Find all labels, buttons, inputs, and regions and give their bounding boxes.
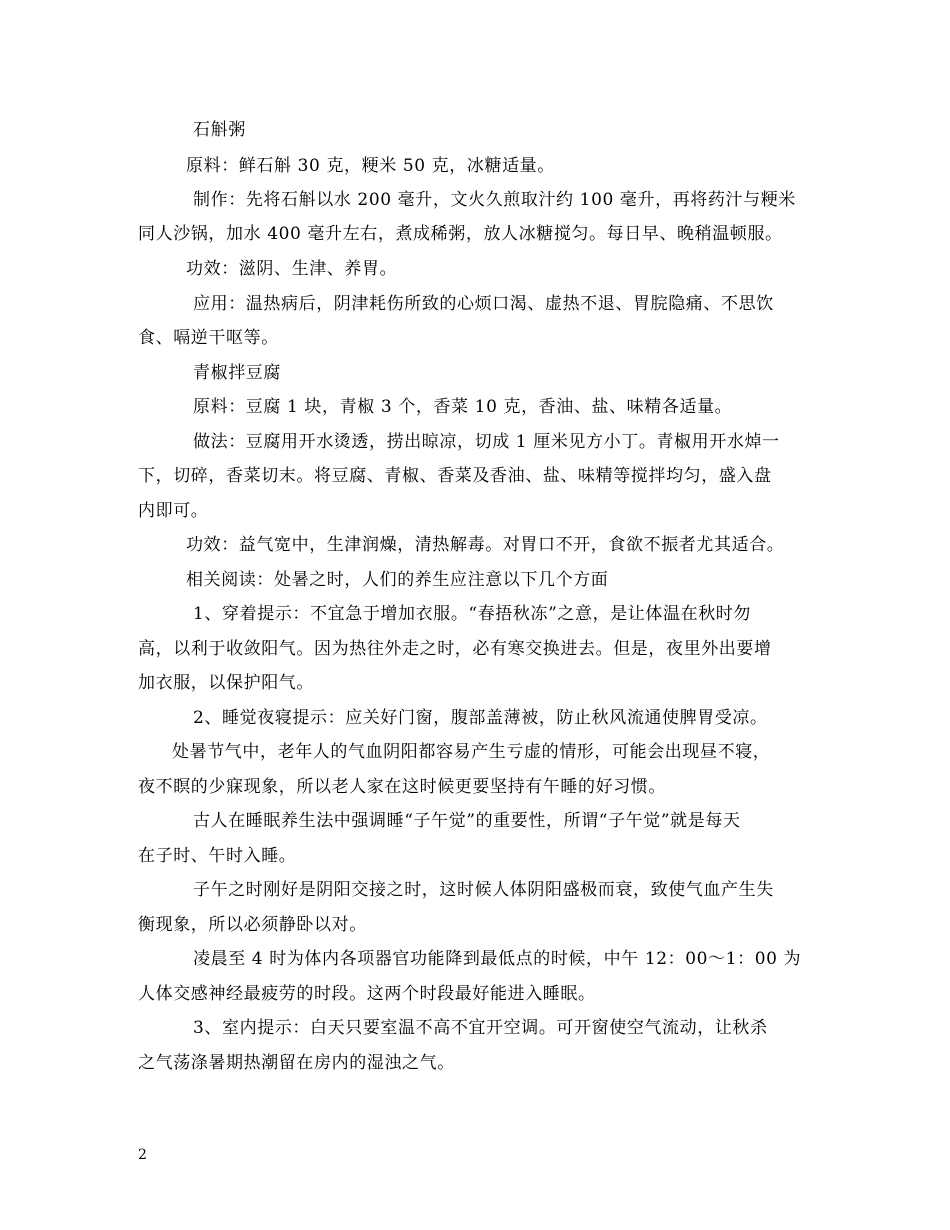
text-line: 下，切碎，香菜切末。将豆腐、青椒、香菜及香油、盐、味精等搅拌均匀，盛入盘	[138, 466, 772, 486]
recipe-title-pepper-tofu: 青椒拌豆腐	[193, 363, 281, 383]
text-line: 之气荡涤暑期热潮留在房内的湿浊之气。	[138, 1053, 455, 1073]
text-line: 功效：滋阴、生津、养胃。	[186, 259, 398, 279]
text-line: 夜不瞑的少寐现象，所以老人家在这时候更要坚持有午睡的好习惯。	[138, 777, 666, 797]
text-line: 功效：益气宽中，生津润燥，清热解毒。对胃口不开，食欲不振者尤其适合。	[186, 535, 785, 555]
text-line: 衡现象，所以必须静卧以对。	[138, 915, 367, 935]
section-heading-related-reading: 相关阅读：处暑之时，人们的养生应注意以下几个方面	[186, 570, 609, 590]
text-line: 原料：豆腐 1 块，青椒 3 个，香菜 10 克，香油、盐、味精各适量。	[193, 397, 733, 417]
text-line: 做法：豆腐用开水烫透，捞出晾凉，切成 1 厘米见方小丁。青椒用开水焯一	[193, 432, 780, 452]
text-line: 人体交感神经最疲劳的时段。这两个时段最好能进入睡眠。	[138, 984, 596, 1004]
text-line: 在子时、午时入睡。	[138, 846, 297, 866]
text-line: 原料：鲜石斛 30 克，粳米 50 克，冰糖适量。	[186, 156, 555, 176]
text-line: 子午之时刚好是阴阳交接之时，这时候人体阴阳盛极而衰，致使气血产生失	[193, 880, 774, 900]
text-line: 加衣服，以保护阳气。	[138, 673, 314, 693]
text-line: 内即可。	[138, 501, 209, 521]
text-line: 食、嗝逆干呕等。	[138, 328, 279, 348]
text-line: 高，以利于收敛阳气。因为热往外走之时，必有寒交换进去。但是，夜里外出要增	[138, 639, 772, 659]
text-line: 制作：先将石斛以水 200 毫升，文火久煎取汁约 100 毫升，再将药汁与粳米	[193, 190, 796, 210]
text-line: 2、睡觉夜寝提示：应关好门窗，腹部盖薄被，防止秋风流通使脾胃受凉。	[193, 708, 768, 728]
text-line: 凌晨至 4 时为体内各项器官功能降到最低点的时候，中午 12：00～1：00 为	[193, 949, 802, 969]
text-line: 同人沙锅，加水 400 毫升左右，煮成稀粥，放人冰糖搅匀。每日早、晚稍温顿服。	[138, 224, 783, 244]
text-line: 处暑节气中，老年人的气血阴阳都容易产生亏虚的情形，可能会出现昼不寝，	[172, 742, 771, 762]
text-line: 应用：温热病后，阴津耗伤所致的心烦口渴、虚热不退、胃脘隐痛、不思饮	[193, 294, 774, 314]
text-line: 古人在睡眠养生法中强调睡“子午觉”的重要性，所谓“子午觉”就是每天	[193, 811, 741, 831]
page-number: 2	[138, 1147, 147, 1163]
text-line: 1、穿着提示：不宜急于增加衣服。“春捂秋冻”之意，是让体温在秋时勿	[193, 604, 751, 624]
text-line: 3、室内提示：白天只要室温不高不宜开空调。可开窗使空气流动，让秋杀	[193, 1018, 768, 1038]
recipe-title-shihu-porridge: 石斛粥	[193, 120, 246, 140]
